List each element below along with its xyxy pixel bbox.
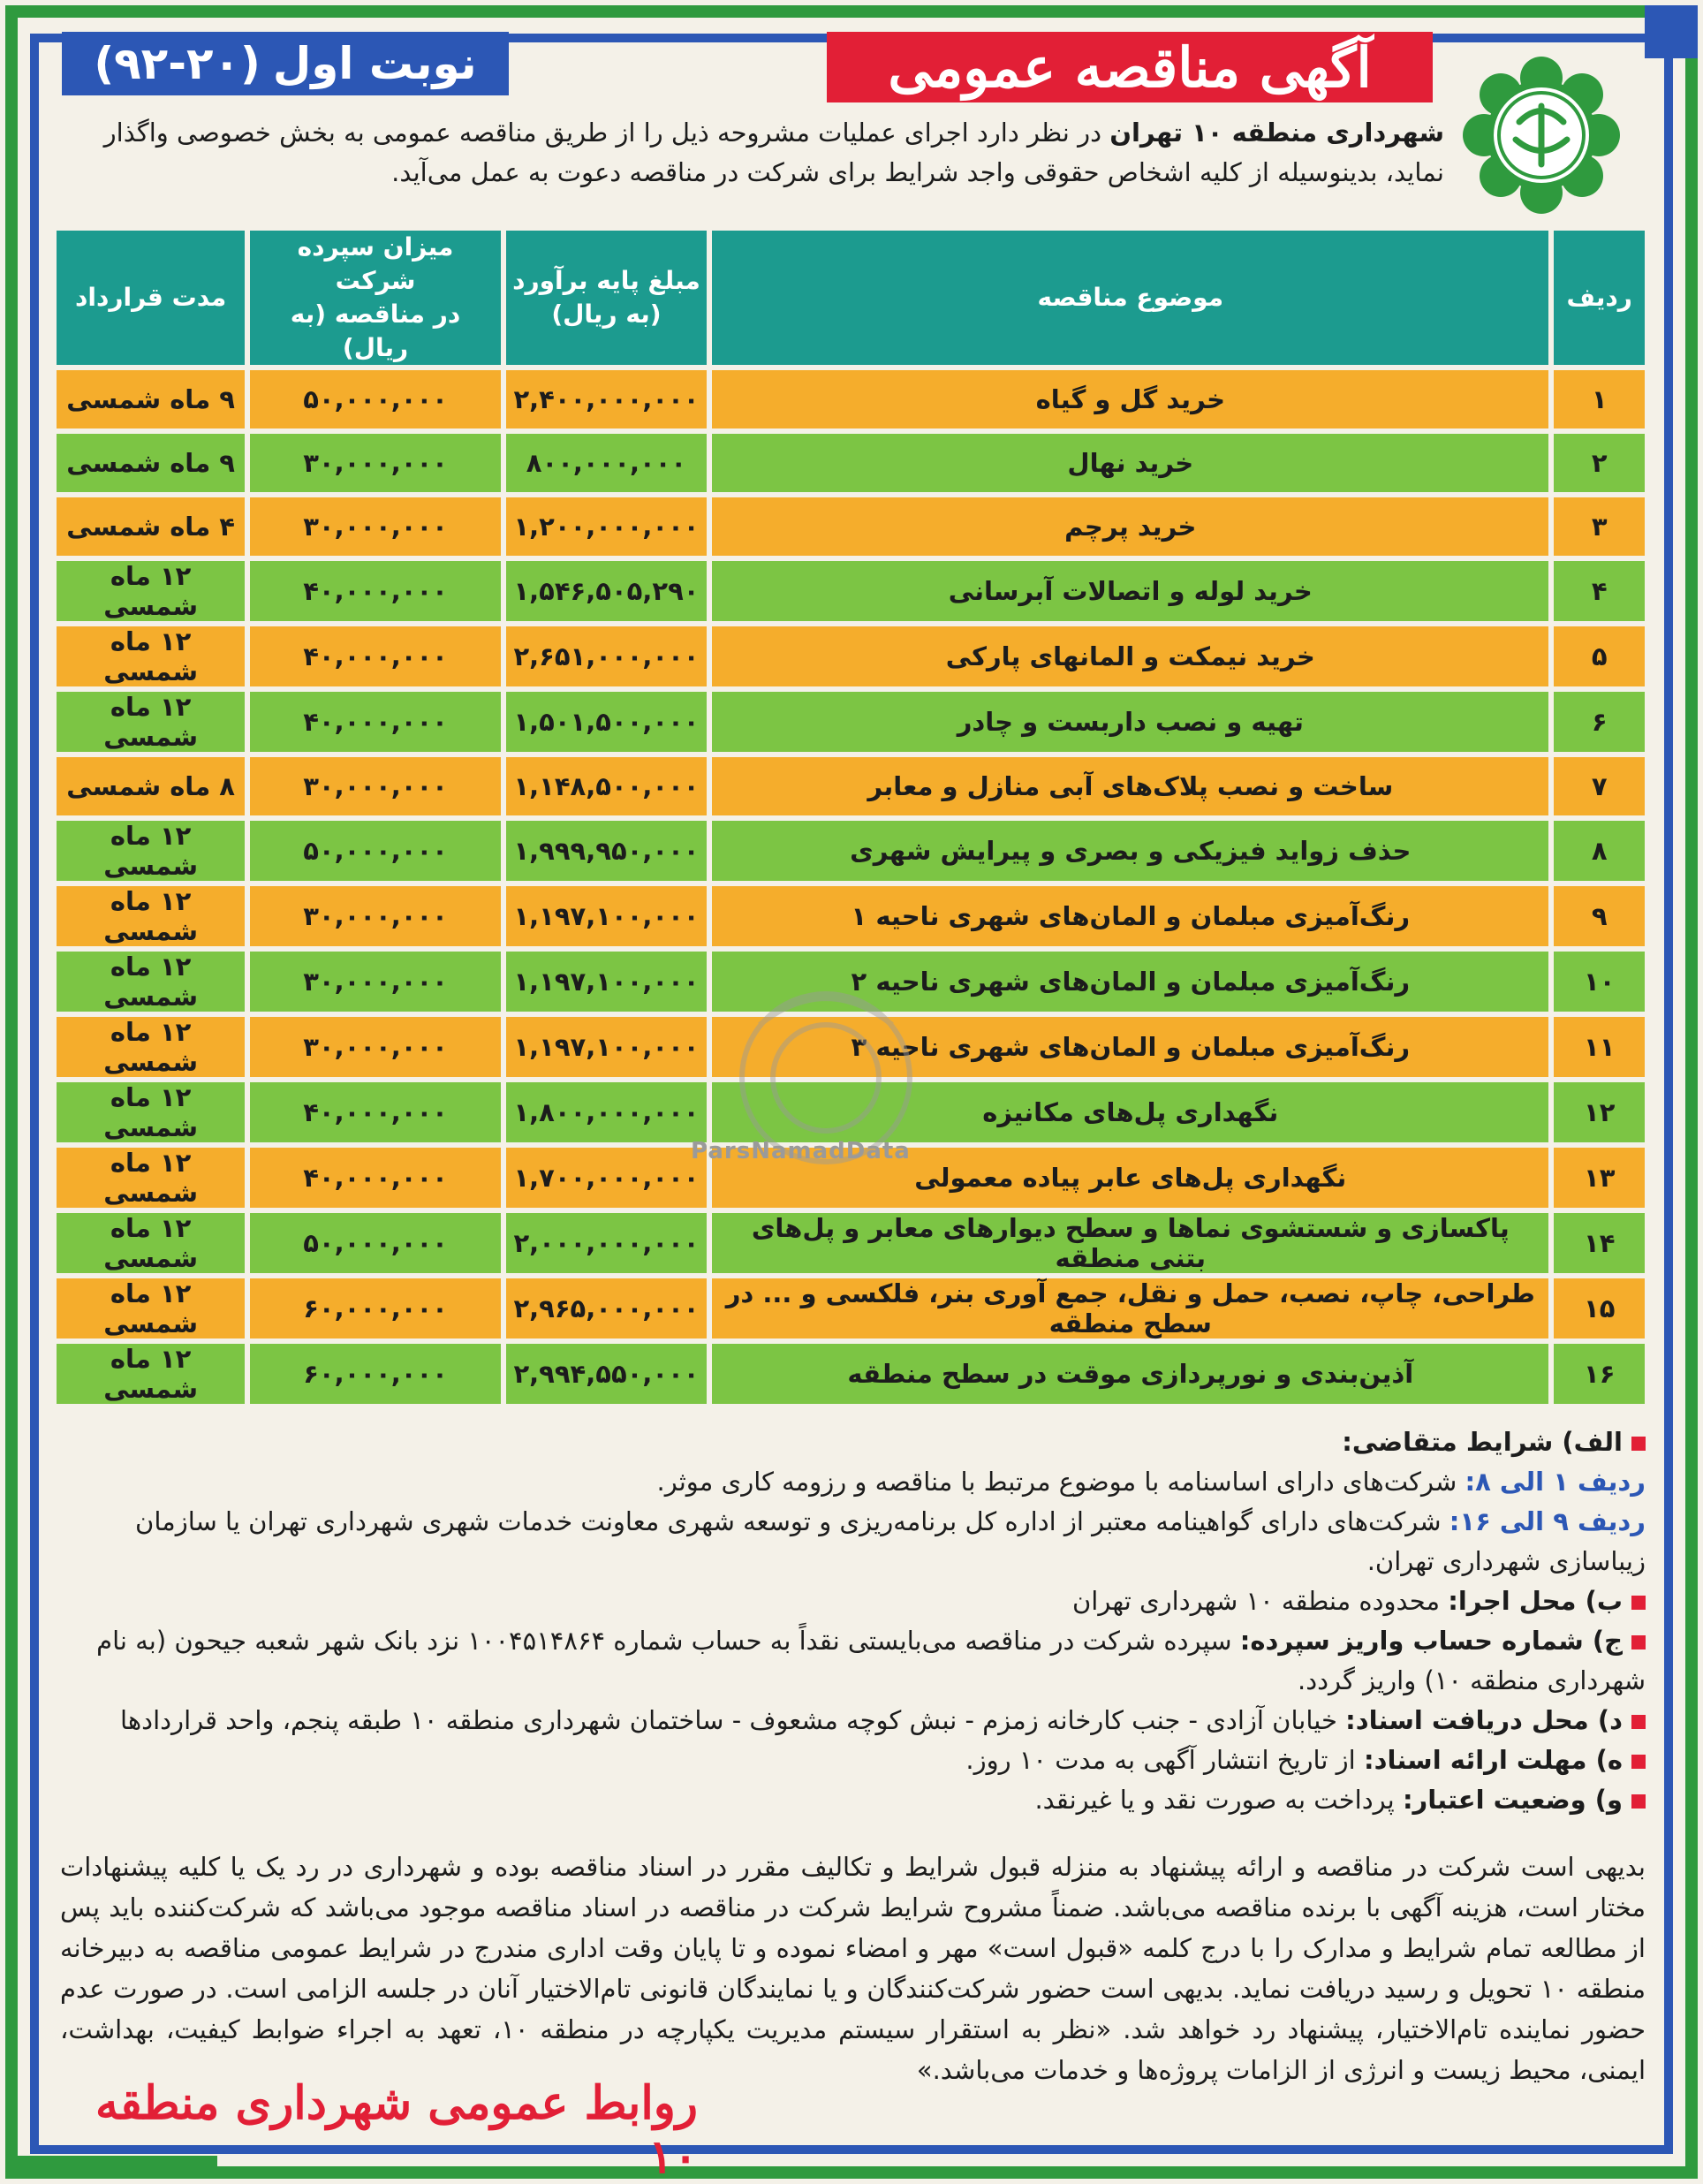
cond-e-text: از تاریخ انتشار آگهی به مدت ۱۰ روز. xyxy=(965,1745,1364,1775)
row-index: ۱۴ xyxy=(1554,1213,1645,1273)
intro-bold: شهرداری منطقه ۱۰ تهران xyxy=(1109,118,1444,148)
table-row xyxy=(57,757,1645,815)
cond-a2-text: شرکت‌های دارای گواهینامه معتبر از اداره کل برنامه‌ریزی و توسعه شهری معاونت خدمات شهری شهرداری تهران یا سازمان زیباسازی شهرداری تهران. xyxy=(135,1506,1646,1576)
row-deposit: ۴۰,۰۰۰,۰۰۰ xyxy=(250,626,501,686)
row-subject: طراحی، چاپ، نصب، حمل و نقل، جمع آوری بنر، فلکسی و ... در سطح منطقه xyxy=(712,1278,1548,1338)
watermark-text: ParsNamadData xyxy=(691,1138,911,1164)
row-duration: ۴ ماه شمسی xyxy=(57,497,245,556)
watermark-logo-icon xyxy=(680,972,972,1210)
row-duration: ۹ ماه شمسی xyxy=(57,434,245,492)
row-deposit: ۴۰,۰۰۰,۰۰۰ xyxy=(250,1082,501,1142)
row-index: ۸ xyxy=(1554,821,1645,881)
row-deposit: ۳۰,۰۰۰,۰۰۰ xyxy=(250,497,501,556)
header-base-amount xyxy=(506,231,707,365)
row-subject: حذف زواید فیزیکی و بصری و پیرایش شهری xyxy=(712,821,1548,881)
table-row xyxy=(57,626,1645,686)
row-deposit: ۵۰,۰۰۰,۰۰۰ xyxy=(250,370,501,428)
row-index: ۵ xyxy=(1554,626,1645,686)
row-base-amount: ۸۰۰,۰۰۰,۰۰۰ xyxy=(506,434,707,492)
cond-c-text: سپرده شرکت در مناقصه می‌بایستی نقداً به حساب شماره ۱۰۰۴۵۱۴۸۶۴ نزد بانک شهر شعبه جیحون (به نام شهرداری منطقه ۱۰) واریز گردد. xyxy=(96,1626,1646,1695)
header-deposit xyxy=(250,231,501,365)
row-subject: رنگ‌آمیزی مبلمان و المان‌های شهری ناحیه ۱ xyxy=(712,886,1548,946)
row-duration: ۱۲ ماه شمسی xyxy=(57,1148,245,1208)
table-row xyxy=(57,886,1645,946)
row-base-amount: ۱,۱۴۸,۵۰۰,۰۰۰ xyxy=(506,757,707,815)
row-deposit: ۳۰,۰۰۰,۰۰۰ xyxy=(250,757,501,815)
row-duration: ۱۲ ماه شمسی xyxy=(57,561,245,621)
tehran-municipality-logo-icon xyxy=(1457,51,1625,219)
row-index: ۶ xyxy=(1554,692,1645,752)
header-deposit-line2: در مناقصه (به ریال) xyxy=(290,300,461,362)
row-duration: ۸ ماه شمسی xyxy=(57,757,245,815)
row-duration: ۹ ماه شمسی xyxy=(57,370,245,428)
row-duration: ۱۲ ماه شمسی xyxy=(57,821,245,881)
intro-text: در نظر دارد اجرای عملیات مشروحه ذیل را از طریق مناقصه عمومی به بخش خصوصی واگذار نماید، بدینوسیله از کلیه اشخاص حقوقی واجد شرایط برای شرکت در مناقصه دعوت به عمل می‌آید. xyxy=(103,118,1444,187)
cond-d-text: خیابان آزادی - جنب کارخانه زمزم - نبش کوچه مشعوف - ساختمان شهرداری منطقه ۱۰ طبقه پنجم، واحد قراردادها xyxy=(120,1705,1346,1735)
table-header-row xyxy=(57,231,1645,365)
cond-a-title: الف) شرایط متقاضی: xyxy=(1342,1427,1623,1457)
row-subject: رنگ‌آمیزی مبلمان و المان‌های شهری ناحیه ۲ xyxy=(712,952,1548,1012)
table-row xyxy=(57,1213,1645,1273)
cond-a1-text: شرکت‌های دارای اساسنامه با موضوع مرتبط با مناقصه و رزومه کاری موثر. xyxy=(656,1467,1465,1497)
row-index: ۱۳ xyxy=(1554,1148,1645,1208)
header-deposit-line1: میزان سپرده شرکت xyxy=(297,232,454,295)
row-subject: خرید نیمکت و المانهای پارکی xyxy=(712,626,1548,686)
header-base-line2: (به ریال) xyxy=(551,300,662,329)
row-index: ۱۵ xyxy=(1554,1278,1645,1338)
row-deposit: ۳۰,۰۰۰,۰۰۰ xyxy=(250,434,501,492)
row-duration: ۱۲ ماه شمسی xyxy=(57,1213,245,1273)
row-subject: خرید پرچم xyxy=(712,497,1548,556)
row-subject: رنگ‌آمیزی مبلمان و المان‌های شهری ناحیه ۳ xyxy=(712,1017,1548,1077)
row-base-amount: ۲,۹۹۴,۵۵۰,۰۰۰ xyxy=(506,1344,707,1404)
bullet-square xyxy=(1631,1755,1646,1769)
row-base-amount: ۲,۴۰۰,۰۰۰,۰۰۰ xyxy=(506,370,707,428)
round-label: نوبت اول xyxy=(272,38,477,89)
row-base-amount: ۲,۰۰۰,۰۰۰,۰۰۰ xyxy=(506,1213,707,1273)
row-base-amount: ۱,۱۹۷,۱۰۰,۰۰۰ xyxy=(506,1017,707,1077)
row-subject: خرید نهال xyxy=(712,434,1548,492)
row-deposit: ۳۰,۰۰۰,۰۰۰ xyxy=(250,952,501,1012)
row-index: ۱۲ xyxy=(1554,1082,1645,1142)
frame-corner xyxy=(1645,5,1698,58)
row-base-amount: ۱,۱۹۷,۱۰۰,۰۰۰ xyxy=(506,952,707,1012)
row-deposit: ۳۰,۰۰۰,۰۰۰ xyxy=(250,886,501,946)
row-base-amount: ۱,۲۰۰,۰۰۰,۰۰۰ xyxy=(506,497,707,556)
cond-c-title: ج) شماره حساب واریز سپرده: xyxy=(1239,1626,1623,1656)
table-row xyxy=(57,821,1645,881)
bullet-square xyxy=(1631,1596,1646,1610)
row-deposit: ۴۰,۰۰۰,۰۰۰ xyxy=(250,1148,501,1208)
row-base-amount: ۱,۱۹۷,۱۰۰,۰۰۰ xyxy=(506,886,707,946)
cond-e-title: ه) مهلت ارائه اسناد: xyxy=(1363,1745,1623,1775)
table-row xyxy=(57,1278,1645,1338)
cond-a2-label: ردیف ۹ الی ۱۶: xyxy=(1449,1506,1646,1536)
row-subject: نگهداری پل‌های عابر پیاده معمولی xyxy=(712,1148,1548,1208)
row-duration: ۱۲ ماه شمسی xyxy=(57,626,245,686)
header-duration: مدت قرارداد xyxy=(57,231,245,365)
cond-d-title: د) محل دریافت اسناد: xyxy=(1345,1705,1623,1735)
row-index: ۳ xyxy=(1554,497,1645,556)
bullet-square xyxy=(1631,1635,1646,1649)
frame-corner xyxy=(5,2156,217,2179)
table-row xyxy=(57,1344,1645,1404)
row-subject: تهیه و نصب داربست و چادر xyxy=(712,692,1548,752)
cond-f-text: پرداخت به صورت نقد و یا غیرنقد. xyxy=(1034,1785,1403,1815)
conditions-section xyxy=(60,1422,1646,1820)
cond-b-title: ب) محل اجرا: xyxy=(1448,1586,1623,1616)
table-row xyxy=(57,370,1645,428)
row-duration: ۱۲ ماه شمسی xyxy=(57,952,245,1012)
ad-title: آگهی مناقصه عمومی xyxy=(827,32,1433,102)
row-base-amount: ۲,۶۵۱,۰۰۰,۰۰۰ xyxy=(506,626,707,686)
row-index: ۱۱ xyxy=(1554,1017,1645,1077)
row-deposit: ۳۰,۰۰۰,۰۰۰ xyxy=(250,1017,501,1077)
footer-signature: روابط عمومی شهرداری منطقه ۱۰ xyxy=(95,2076,698,2184)
row-subject: نگهداری پل‌های مکانیزه xyxy=(712,1082,1548,1142)
row-deposit: ۶۰,۰۰۰,۰۰۰ xyxy=(250,1278,501,1338)
row-index: ۷ xyxy=(1554,757,1645,815)
row-base-amount: ۱,۵۴۶,۵۰۵,۲۹۰ xyxy=(506,561,707,621)
cond-a1-label: ردیف ۱ الی ۸: xyxy=(1465,1467,1646,1497)
row-duration: ۱۲ ماه شمسی xyxy=(57,1344,245,1404)
row-base-amount: ۱,۷۰۰,۰۰۰,۰۰۰ xyxy=(506,1148,707,1208)
row-index: ۱ xyxy=(1554,370,1645,428)
row-subject: آذین‌بندی و نورپردازی موقت در سطح منطقه xyxy=(712,1344,1548,1404)
row-duration: ۱۲ ماه شمسی xyxy=(57,886,245,946)
bullet-square xyxy=(1631,1715,1646,1729)
row-index: ۹ xyxy=(1554,886,1645,946)
bullet-square xyxy=(1631,1794,1646,1809)
row-deposit: ۴۰,۰۰۰,۰۰۰ xyxy=(250,561,501,621)
row-duration: ۱۲ ماه شمسی xyxy=(57,1017,245,1077)
row-subject: خرید گل و گیاه xyxy=(712,370,1548,428)
row-index: ۱۰ xyxy=(1554,952,1645,1012)
tender-table xyxy=(51,225,1650,1409)
bullet-square xyxy=(1631,1437,1646,1451)
row-duration: ۱۲ ماه شمسی xyxy=(57,1278,245,1338)
intro-paragraph xyxy=(53,113,1444,193)
row-base-amount: ۱,۹۹۹,۹۵۰,۰۰۰ xyxy=(506,821,707,881)
row-deposit: ۴۰,۰۰۰,۰۰۰ xyxy=(250,692,501,752)
row-index: ۱۶ xyxy=(1554,1344,1645,1404)
row-subject: پاکسازی و شستشوی نماها و سطح دیوارهای معابر و پل‌های بتنی منطقه xyxy=(712,1213,1548,1273)
table-row xyxy=(57,561,1645,621)
header-base-line1: مبلغ پایه برآورد xyxy=(512,266,700,295)
table-row xyxy=(57,434,1645,492)
row-deposit: ۵۰,۰۰۰,۰۰۰ xyxy=(250,821,501,881)
row-deposit: ۶۰,۰۰۰,۰۰۰ xyxy=(250,1344,501,1404)
row-index: ۲ xyxy=(1554,434,1645,492)
table-row xyxy=(57,497,1645,556)
closing-paragraph: بدیهی است شرکت در مناقصه و ارائه پیشنهاد به منزله قبول شرایط و تکالیف مقرر در اسناد مناقصه بوده و شهرداری در رد یک یا کلیه پیشنهادات مختار است، هزینه آگهی با برنده مناقصه می‌باشد. ضمناً مشروح شرایط شرکت در مناقصه در اسناد مناقصه موجود می‌باشد که شرکت‌کننده باید پس از مطالعه تمام شرایط و مدارک را با درج کلمه «قبول است» مهر و امضاء نموده و تا پایان وقت اداری مندرج در شرایط عمومی مناقصه به دبیرخانه منطقه ۱۰ تحویل و رسید دریافت نماید. بدیهی است حضور شرکت‌کنندگان و یا نمایندگان قانونی تام‌الاختیار آنان در جلسه الزامی است. در صورت عدم حضور نماینده تام‌الاختیار، پیشنهاد رد خواهد شد. «نظر به استقرار سیستم مدیریت یکپارچه در منطقه ۱۰، تعهد به اجراء ضوابط کیفیت، بهداشت، ایمنی، محیط زیست و انرژی از الزامات پروژه‌ها و خدمات می‌باشد.» xyxy=(60,1852,1646,2085)
table-row xyxy=(57,692,1645,752)
row-subject: خرید لوله و اتصالات آبرسانی xyxy=(712,561,1548,621)
round-banner xyxy=(62,32,509,95)
row-duration: ۱۲ ماه شمسی xyxy=(57,1082,245,1142)
round-number: (۹۲-۲۰) xyxy=(94,38,261,89)
row-duration: ۱۲ ماه شمسی xyxy=(57,692,245,752)
row-deposit: ۵۰,۰۰۰,۰۰۰ xyxy=(250,1213,501,1273)
row-index: ۴ xyxy=(1554,561,1645,621)
cond-f-title: و) وضعیت اعتبار: xyxy=(1402,1785,1623,1815)
row-base-amount: ۲,۹۶۵,۰۰۰,۰۰۰ xyxy=(506,1278,707,1338)
cond-b-text: محدوده منطقه ۱۰ شهرداری تهران xyxy=(1071,1586,1449,1616)
header-subject: موضوع مناقصه xyxy=(712,231,1548,365)
row-base-amount: ۱,۵۰۱,۵۰۰,۰۰۰ xyxy=(506,692,707,752)
row-base-amount: ۱,۸۰۰,۰۰۰,۰۰۰ xyxy=(506,1082,707,1142)
row-subject: ساخت و نصب پلاک‌های آبی منازل و معابر xyxy=(712,757,1548,815)
header-idx: ردیف xyxy=(1554,231,1645,365)
